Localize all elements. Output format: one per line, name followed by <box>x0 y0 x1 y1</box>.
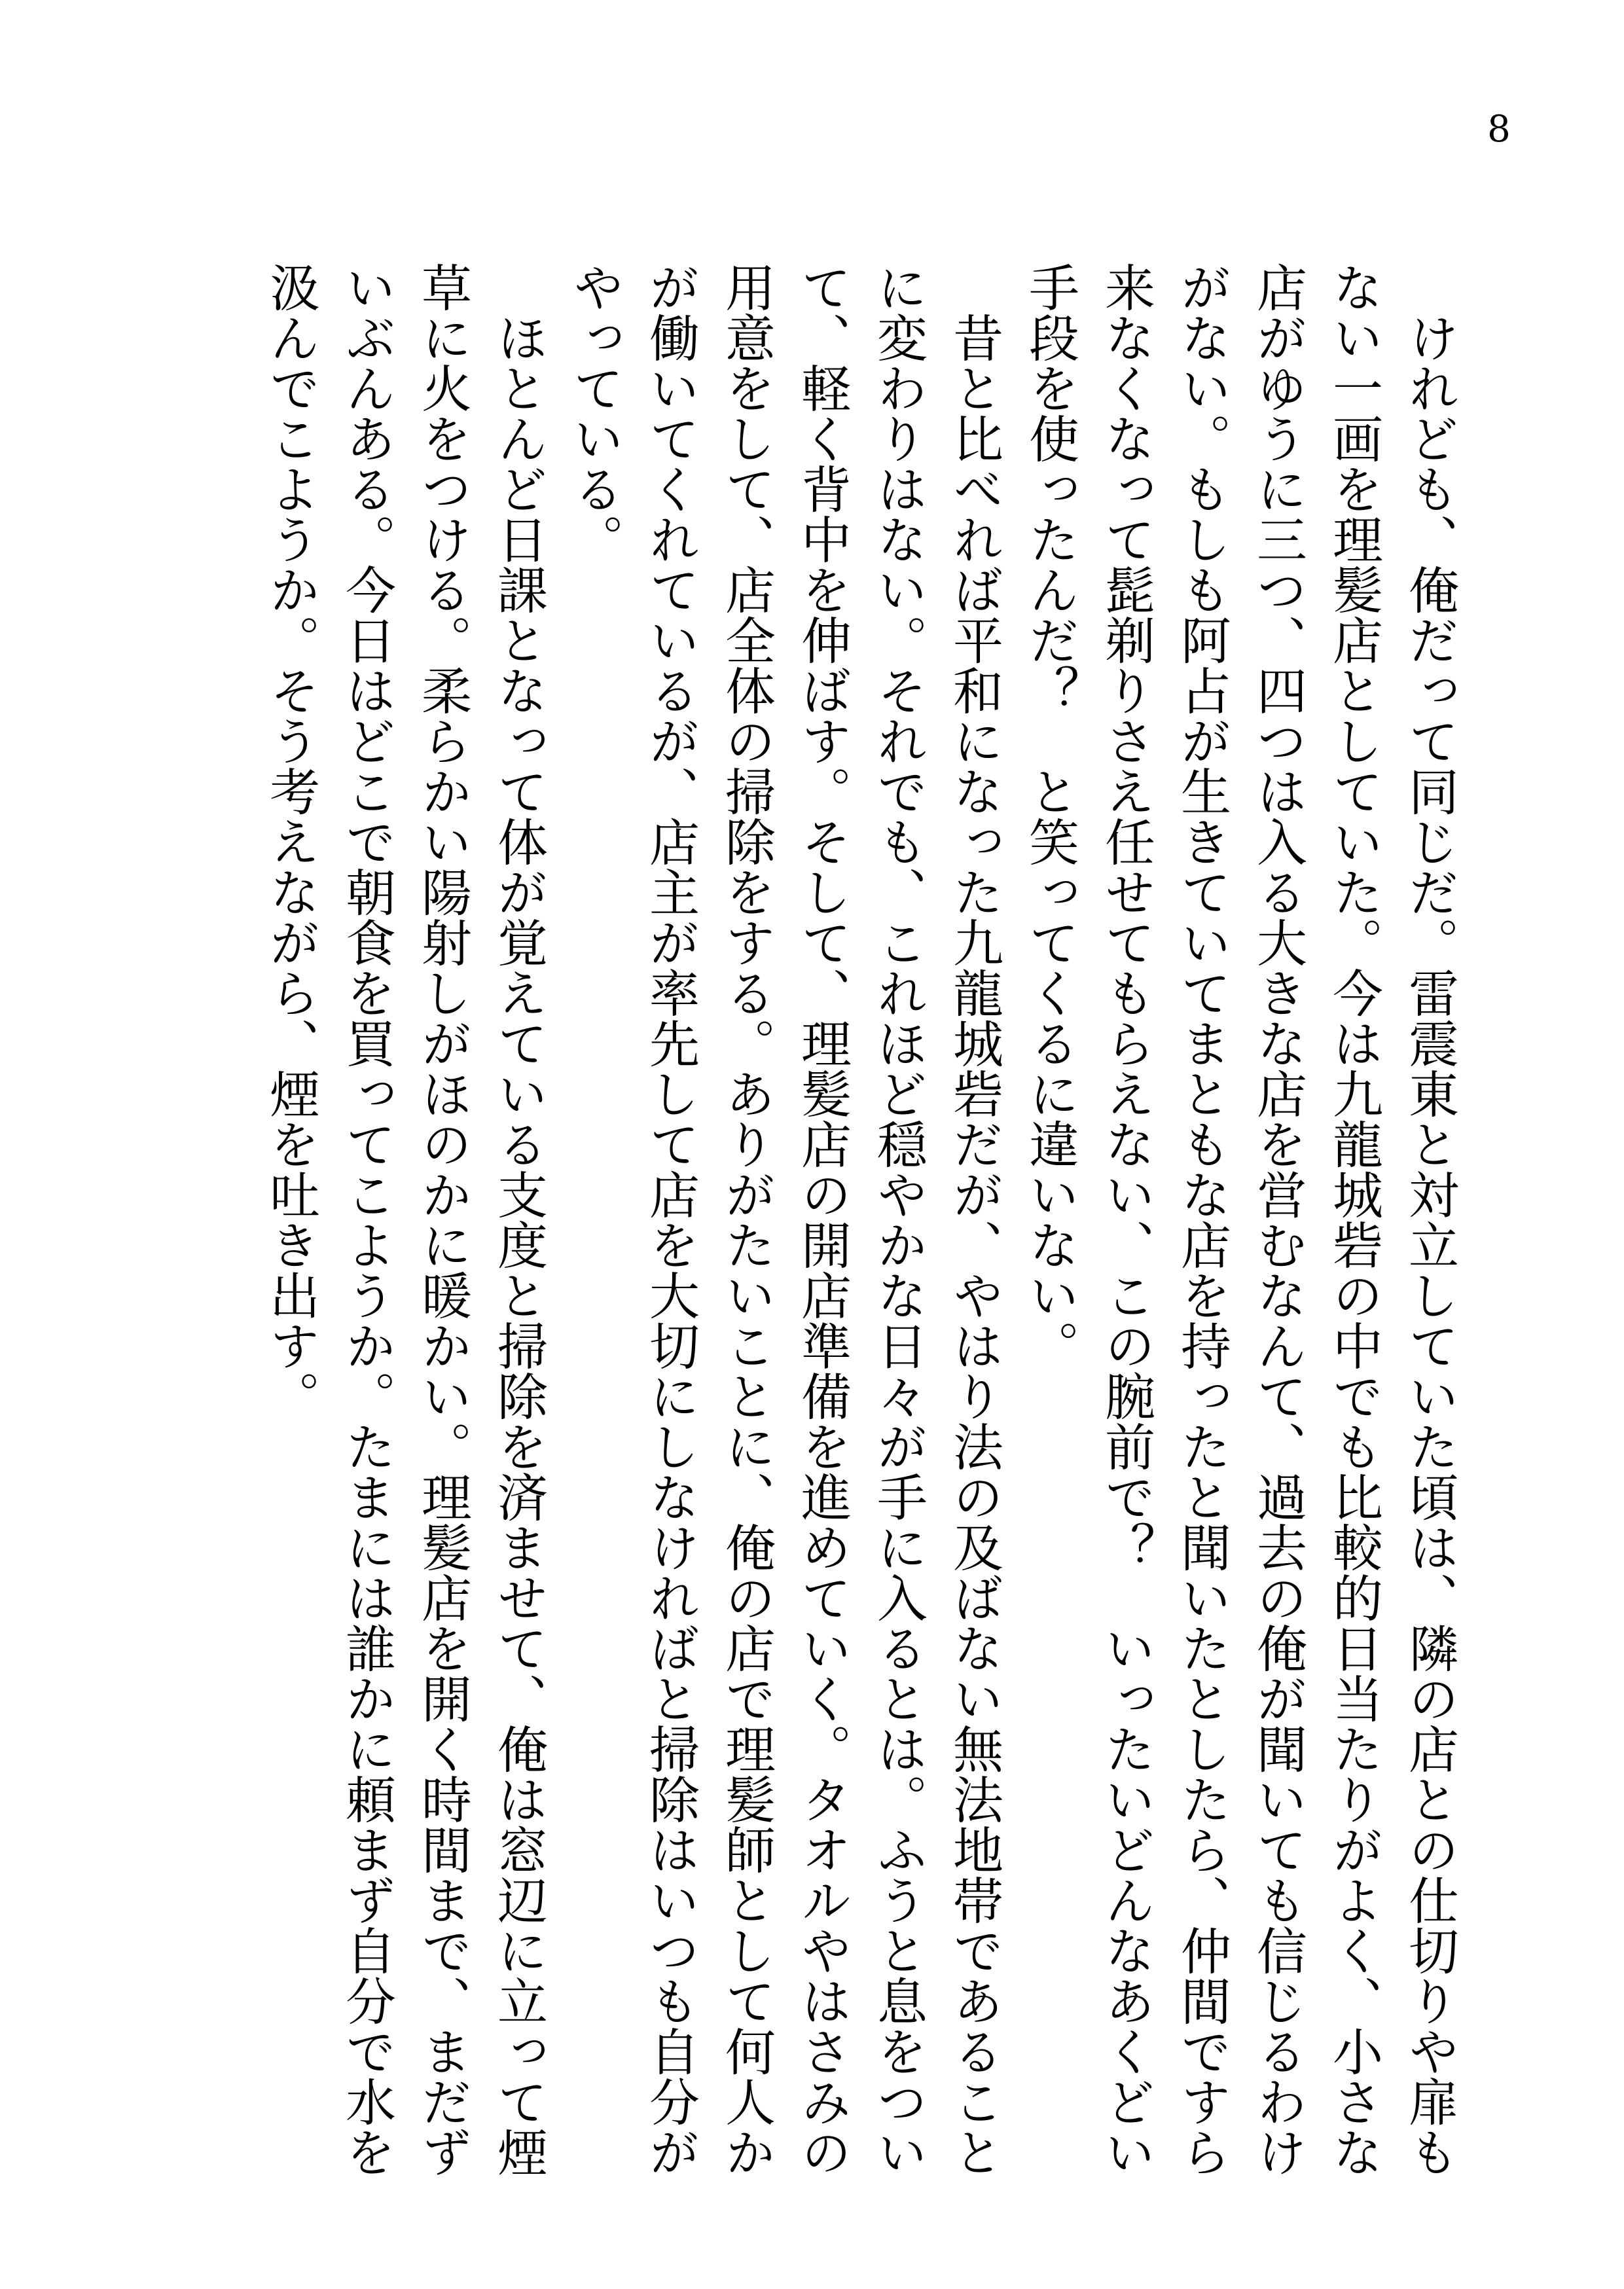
page-number: 8 <box>1487 108 1511 151</box>
paragraph-2: 昔と比べれば平和になった九龍城砦だが、やはり法の及ばない無法地帯であることに変わりはない。それでも、これほど穏やかな日々が手に入るとは。ふうと息をついて、軽く背中を伸ばす。そして、理髪店の開店準備を進めていく。タオルやはさみの用意をして、店全体の掃除をする。ありがたいことに、俺の店で理髪師として何人かが働いてくれているが、店主が率先して店を大切にしなければと掃除はいつも自分がやっている。 <box>565 262 1003 2177</box>
body-text <box>252 262 1467 2199</box>
paragraph-1: けれども、俺だって同じだ。雷震東と対立していた頃は、隣の店との仕切りや扉もない一画を理髪店としていた。今は九龍城砦の中でも比較的日当たりがよく、小さな店がゆうに三つ、四つは入る大きな店を営むなんて、過去の俺が聞いても信じるわけがない。もしも阿占が生きていてまともな店を持ったと聞いたとしたら、仲間ですら来なくなって髭剃りさえ任せてもらえない、この腕前で？ いったいどんなあくどい手段を使ったんだ？ と笑ってくるに違いない。 <box>1020 262 1458 2177</box>
paragraph-3: ほとんど日課となって体が覚えている支度と掃除を済ませて、俺は窓辺に立って煙草に火をつける。柔らかい陽射しがほのかに暖かい。理髪店を開く時間まで、まだずいぶんある。今日はどこで朝食を買ってこようか。たまには誰かに頼まず自分で水を汲んでこようか。そう考えながら、煙を吐き出す。 <box>261 262 547 2177</box>
